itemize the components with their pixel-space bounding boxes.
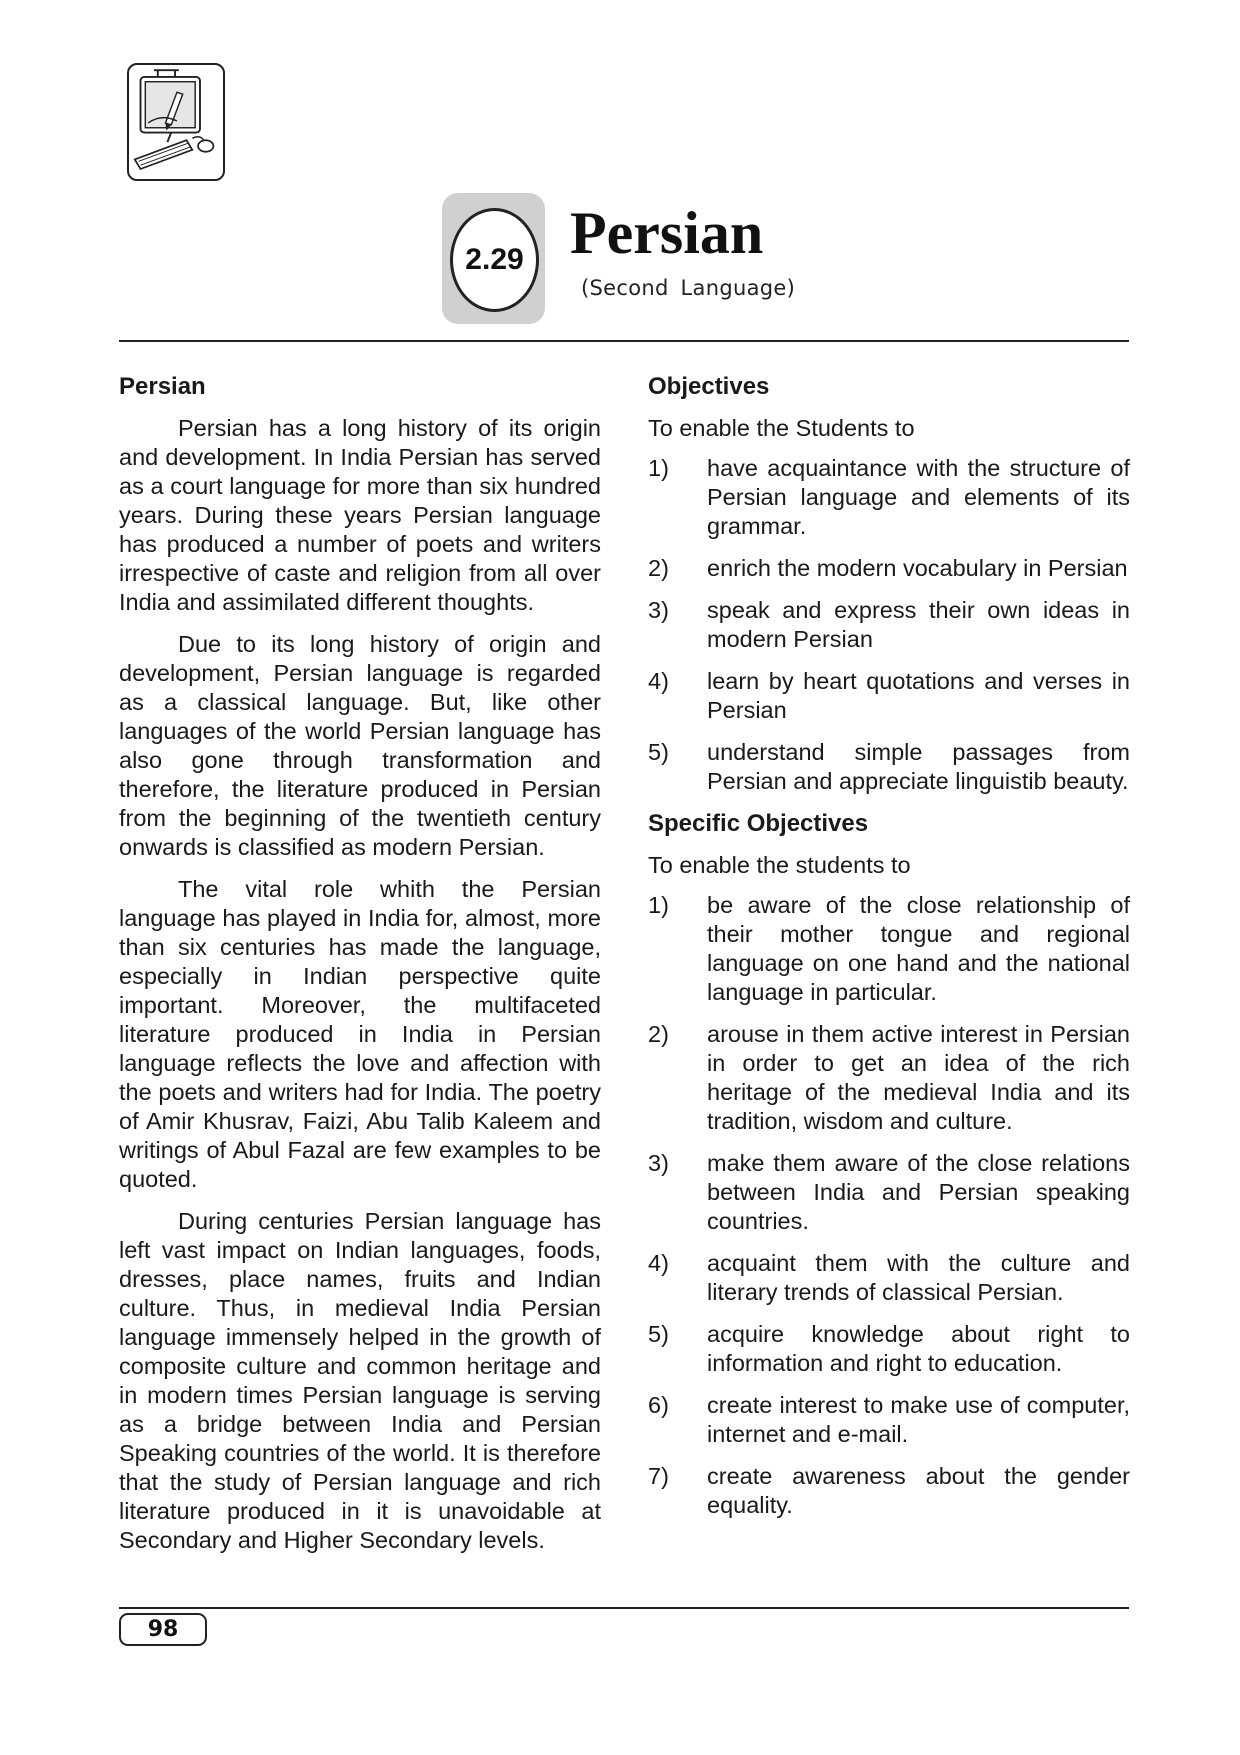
objectives-list xyxy=(648,454,1130,796)
section-heading-objectives: Objectives xyxy=(648,373,770,400)
list-item-text: arouse in them active interest in Persian in order to get an idea of the rich heritage of the medieval India and its tradition, wisdom and culture. xyxy=(707,1021,1130,1134)
list-item-text: create interest to make use of computer, internet and e-mail. xyxy=(707,1392,1130,1447)
list-item xyxy=(648,738,1130,796)
list-item xyxy=(648,1320,1130,1378)
list-item-number: 1) xyxy=(648,455,669,481)
specific-objectives-intro: To enable the students to xyxy=(648,852,911,878)
computer-drawing-icon xyxy=(127,63,225,181)
paragraph: Persian has a long history of its origin and development. In India Persian has served as a court language for more than six hundred years. During these years Persian language has produced a number of poets and writers irrespective of caste and religion from all over India and assimilated different thoughts. xyxy=(119,415,601,615)
list-item-number: 4) xyxy=(648,1250,669,1276)
list-item xyxy=(648,1391,1130,1449)
list-item-text: create awareness about the gender equality. xyxy=(707,1463,1130,1518)
list-item-number: 6) xyxy=(648,1392,669,1418)
paragraph: The vital role whith the Persian language has played in India for, almost, more than six centuries has made the language, especially in Indian perspective quite important. Moreover, the multifaceted literature produced in India in Persian language reflects the love and affection with the poets and writers had for India. The poetry of Amir Khusrav, Faizi, Abu Talib Kaleem and writings of Abul Fazal are few examples to be quoted. xyxy=(119,876,601,1192)
list-item xyxy=(648,454,1130,541)
list-item-text: speak and express their own ideas in modern Persian xyxy=(707,597,1130,652)
chapter-title: Persian xyxy=(570,200,764,266)
chapter-number: 2.29 xyxy=(450,208,539,312)
list-item xyxy=(648,1249,1130,1307)
list-item-text: learn by heart quotations and verses in Persian xyxy=(707,668,1130,723)
specific-objectives-list xyxy=(648,891,1130,1520)
list-item xyxy=(648,667,1130,725)
list-item-text: understand simple passages from Persian and appreciate linguistib beauty. xyxy=(707,739,1130,794)
list-item-number: 1) xyxy=(648,892,669,918)
list-item xyxy=(648,596,1130,654)
header-divider xyxy=(119,340,1129,342)
list-item-number: 5) xyxy=(648,739,669,765)
section-heading-persian: Persian xyxy=(119,373,206,400)
list-item-text: be aware of the close relationship of their mother tongue and regional language on one hand and the national language in particular. xyxy=(707,892,1130,1005)
list-item-number: 3) xyxy=(648,1150,669,1176)
section-heading-specific-objectives: Specific Objectives xyxy=(648,810,869,837)
paragraph: During centuries Persian language has left vast impact on Indian languages, foods, dresses, place names, fruits and Indian culture. Thus, in medieval India Persian language immensely helped in the growth of composite culture and common heritage and in modern times Persian language is serving as a bridge between India and Persian Speaking countries of the world. It is therefore that the study of Persian language and rich literature produced in it is unavoidable at Secondary and Higher Secondary levels. xyxy=(119,1208,601,1553)
list-item xyxy=(648,891,1130,1007)
list-item-text: acquaint them with the culture and literary trends of classical Persian. xyxy=(707,1250,1130,1305)
list-item-text: acquire knowledge about right to information and right to education. xyxy=(707,1321,1130,1376)
list-item-number: 2) xyxy=(648,555,669,581)
chapter-number-badge xyxy=(442,193,545,324)
list-item xyxy=(648,1020,1130,1136)
list-item xyxy=(648,1149,1130,1236)
chapter-subtitle: (Second Language) xyxy=(581,276,796,300)
page-number: 98 xyxy=(119,1613,207,1646)
list-item-text: make them aware of the close relations between India and Persian speaking countries. xyxy=(707,1150,1130,1234)
footer-divider xyxy=(119,1607,1129,1609)
paragraph: Due to its long history of origin and development, Persian language is regarded as a classical language. But, like other languages of the world Persian language has also gone through transformation and therefore, the literature produced in Persian from the beginning of the twentieth century onwards is classified as modern Persian. xyxy=(119,631,601,860)
list-item-number: 2) xyxy=(648,1021,669,1047)
list-item-number: 5) xyxy=(648,1321,669,1347)
left-column xyxy=(119,372,601,1568)
list-item-text: enrich the modern vocabulary in Persian xyxy=(707,555,1128,581)
list-item xyxy=(648,554,1130,583)
right-column xyxy=(648,372,1130,1533)
list-item-number: 4) xyxy=(648,668,669,694)
list-item-text: have acquaintance with the structure of Persian language and elements of its grammar. xyxy=(707,455,1130,539)
objectives-intro: To enable the Students to xyxy=(648,415,915,441)
list-item xyxy=(648,1462,1130,1520)
list-item-number: 3) xyxy=(648,597,669,623)
list-item-number: 7) xyxy=(648,1463,669,1489)
